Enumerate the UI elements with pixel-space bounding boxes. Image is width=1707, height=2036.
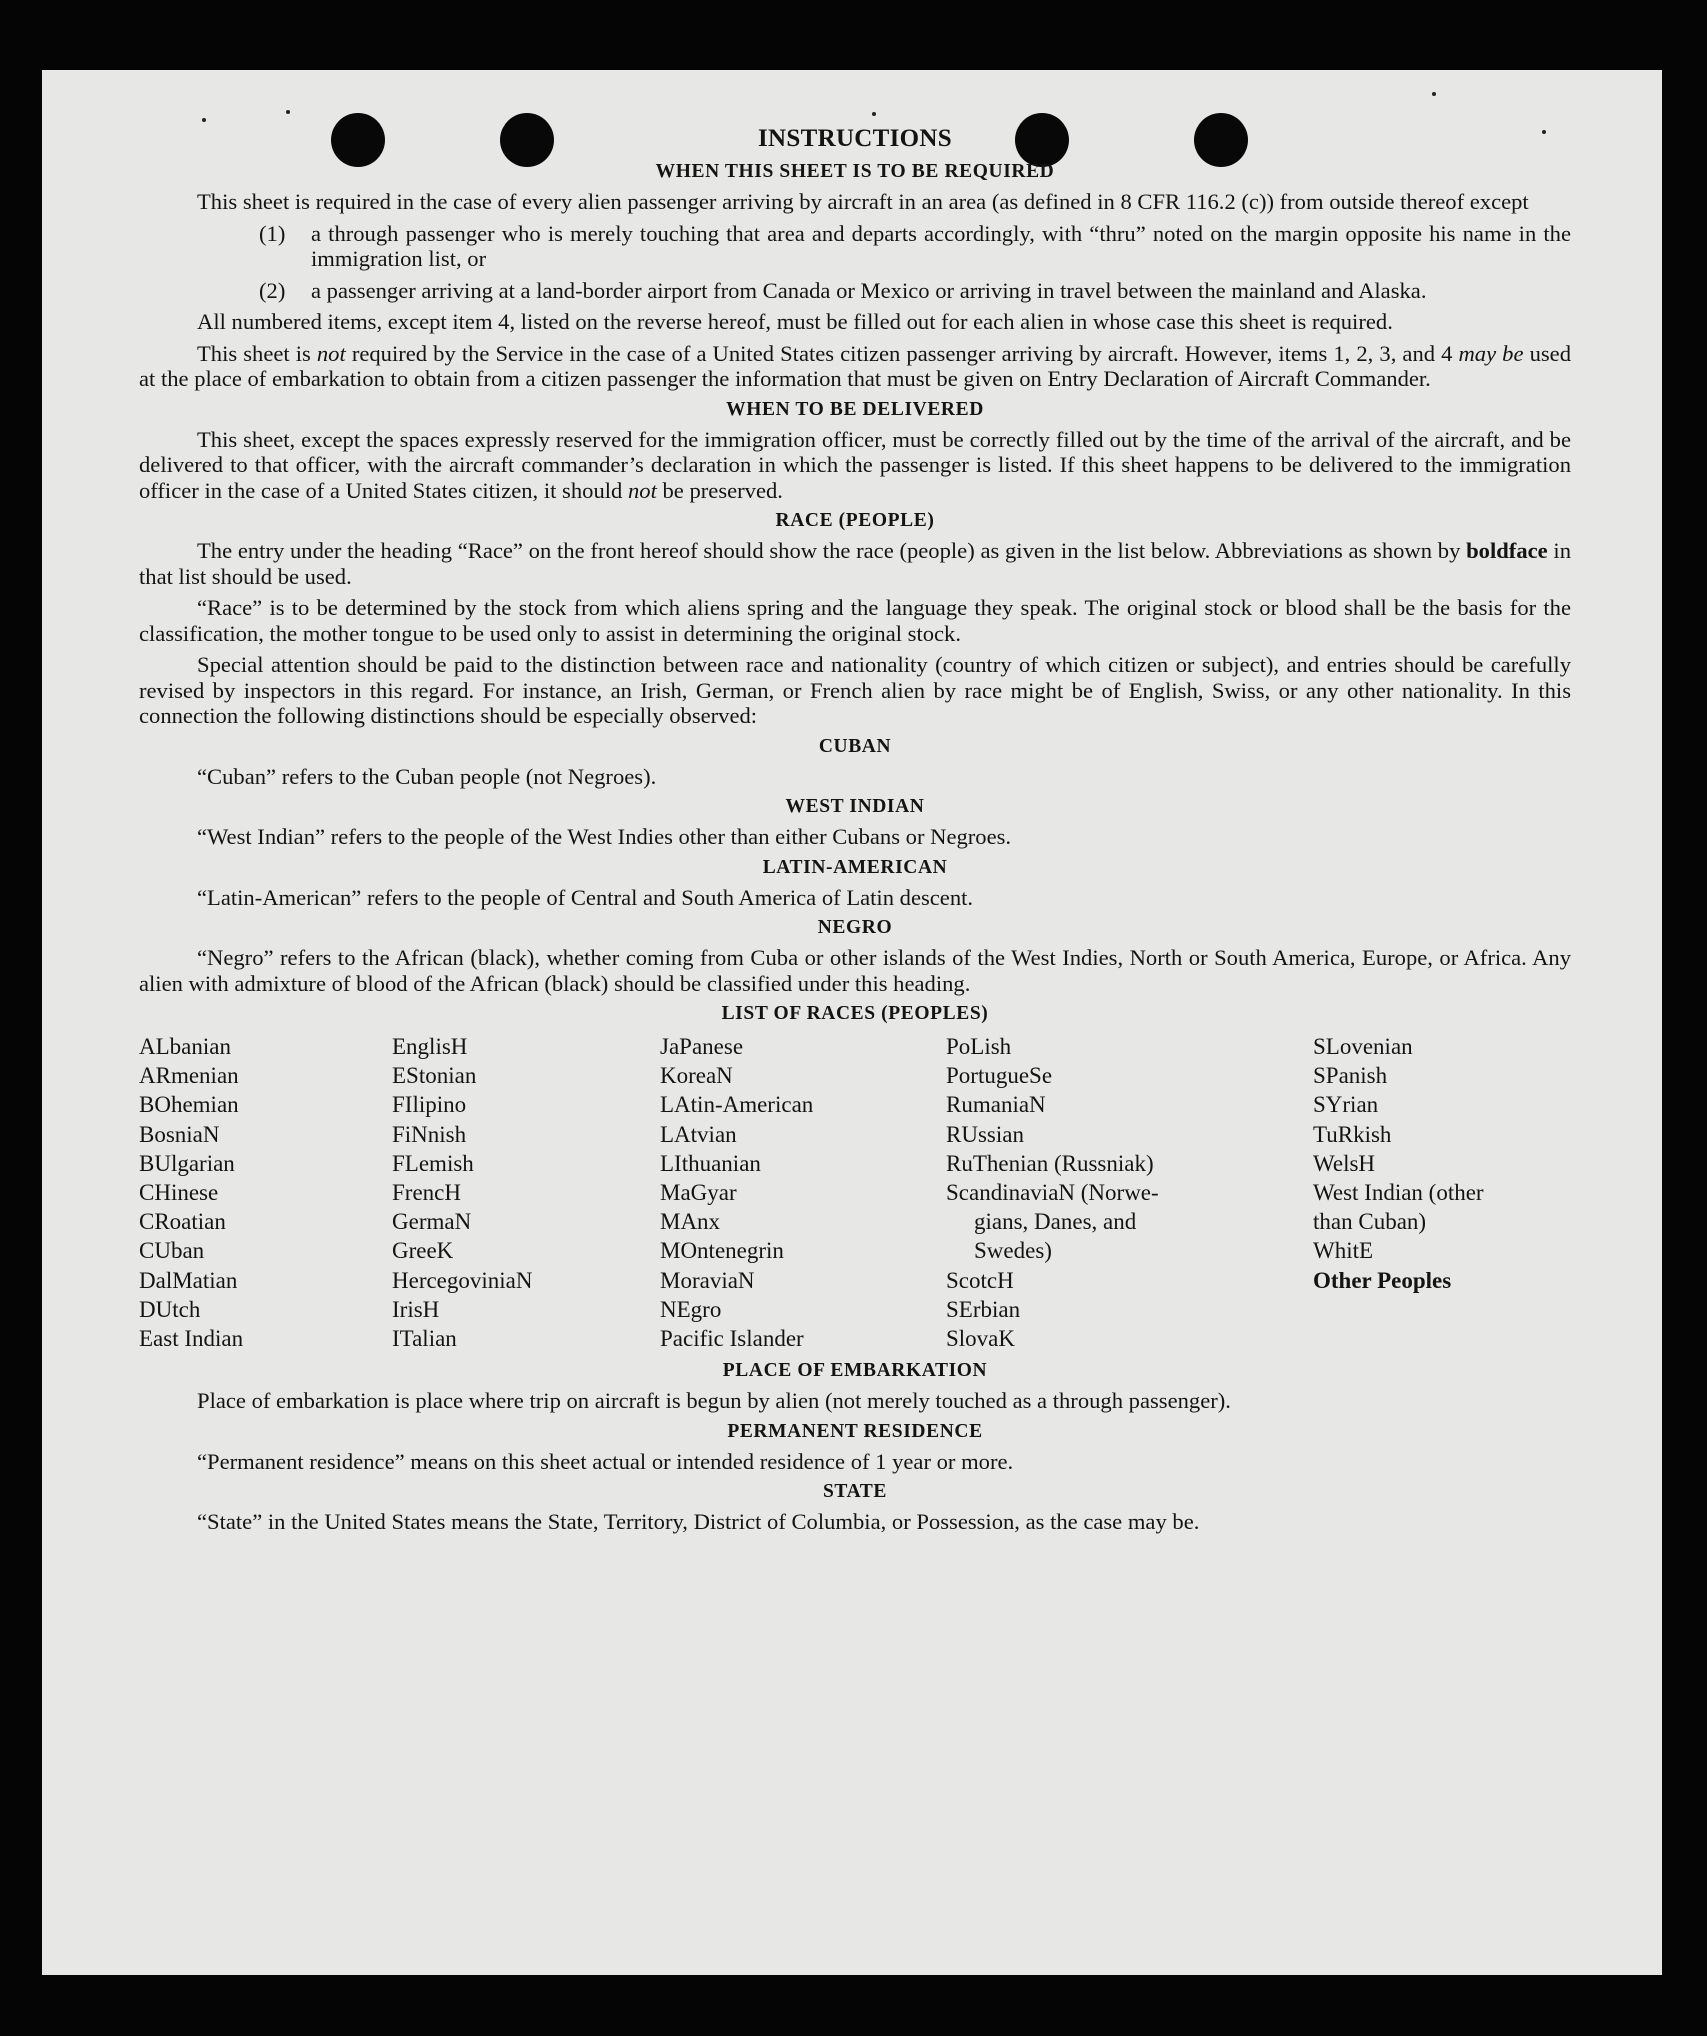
paragraph: “Latin-American” refers to the people of Central and South America of Latin descent. [197, 884, 974, 910]
paragraph: “State” in the United States means the State, Territory, District of Columbia, or Possession, as the case may be. [197, 1509, 1200, 1535]
race-entry: PoLish [946, 1034, 1012, 1059]
page-title: INSTRUCTIONS [758, 125, 952, 152]
list-item-number: (1) [259, 220, 286, 246]
heading-when-delivered: WHEN TO BE DELIVERED [726, 398, 984, 420]
list-item [139, 221, 1571, 272]
race-entry: ScandinaviaN (Norwe- [946, 1180, 1159, 1206]
race-entry: FrencH [392, 1180, 461, 1206]
race-entry: CRoatian [139, 1209, 226, 1235]
race-entry: BOhemian [139, 1092, 239, 1118]
races-column [1313, 1032, 1571, 1353]
race-entry: FIlipino [392, 1092, 467, 1118]
paragraph [139, 427, 1571, 504]
race-entry: MAnx [660, 1209, 721, 1235]
paragraph: “West Indian” refers to the people of the West Indies other than either Cubans or Negroes. [197, 824, 1012, 849]
race-entry: EnglisH [392, 1034, 468, 1059]
list-item-text: a through passenger who is merely touching that area and departs accordingly, with “thru” noted on the margin opposite his name in the immigration list, or [311, 220, 1571, 271]
race-entry: East Indian [139, 1326, 244, 1352]
list-item-text: a passenger arriving at a land-border airport from Canada or Mexico or arriving in travel between the mainland and Alaska. [311, 277, 1427, 303]
race-entry: than Cuban) [1313, 1209, 1427, 1235]
heading-permanent-residence: PERMANENT RESIDENCE [727, 1420, 983, 1442]
race-entry: ITalian [392, 1326, 457, 1352]
race-entry: GreeK [392, 1238, 454, 1264]
race-entry: Other Peoples [1313, 1267, 1452, 1293]
text-run: be preserved. [656, 477, 783, 503]
race-entry: SPanish [1313, 1063, 1388, 1089]
race-entry: BosniaN [139, 1121, 220, 1147]
race-entry: ALbanian [139, 1034, 231, 1059]
paragraph: “Cuban” refers to the Cuban people (not Negroes). [197, 763, 657, 789]
race-entry: BUlgarian [139, 1150, 235, 1176]
race-entry: SYrian [1313, 1092, 1379, 1118]
heading-cuban: CUBAN [818, 735, 892, 757]
race-entry: Swedes) [974, 1238, 1052, 1264]
speck [872, 112, 876, 116]
heading-negro: NEGRO [817, 917, 893, 938]
paragraph [139, 341, 1571, 392]
race-entry: CUban [139, 1238, 205, 1264]
race-entry: FiNnish [392, 1121, 467, 1147]
race-entry: MOntenegrin [660, 1238, 784, 1264]
race-entry: SLovenian [1313, 1034, 1413, 1059]
text-run: used at the place of embarkation to obtain from a citizen passenger the information that must be given on Entry Declaration of Aircraft Commander. [139, 340, 1571, 391]
document-sheet [42, 70, 1662, 1975]
race-entry: RuThenian (Russniak) [946, 1150, 1154, 1176]
race-entry: RumaniaN [946, 1092, 1046, 1118]
speck [202, 118, 206, 122]
text-run: The entry under the heading “Race” on the front hereof should show the race (people) as given in the list below. Abbreviations as shown by [197, 538, 1467, 563]
races-column [946, 1032, 1313, 1353]
race-entry: WhitE [1313, 1238, 1374, 1264]
race-entry: GermaN [392, 1209, 472, 1235]
text-run: required by the Service in the case of a United States citizen passenger arriving by aircraft. However, items 1, 2, 3, and 4 [345, 340, 1459, 366]
instructions-content [139, 124, 1571, 1541]
race-entry: LAtvian [660, 1121, 737, 1147]
race-entry: JaPanese [660, 1034, 744, 1059]
race-entry: DalMatian [139, 1267, 238, 1293]
races-column [139, 1032, 392, 1353]
paragraph: “Race” is to be determined by the stock from which aliens spring and the language they speak. The original stock or blood shall be the basis for the classification, the mother tongue to be used only to assist in determining the original stock. [139, 595, 1571, 646]
race-entry: LAtin-American [660, 1092, 814, 1118]
paragraph: “Negro” refers to the African (black), whether coming from Cuba or other islands of the West Indies, North or South America, Europe, or Africa. Any alien with admixture of blood of the African (black) should be classified under this heading. [139, 945, 1571, 996]
race-entry: NEgro [660, 1296, 722, 1322]
race-entry: ARmenian [139, 1063, 239, 1089]
paragraph [139, 538, 1571, 589]
paragraph: Place of embarkation is place where trip on aircraft is begun by alien (not merely touched as a through passenger). [197, 1388, 1231, 1414]
list-item-number: (2) [259, 277, 286, 303]
text-run: in that list should be used. [139, 538, 1571, 589]
heading-when-required: WHEN THIS SHEET IS TO BE REQUIRED [655, 161, 1055, 182]
paragraph: Special attention should be paid to the distinction between race and nationality (country of which citizen or subject), and entries should be carefully revised by inspectors in this regard. For instance, an Irish, German, or French alien by race might be of English, Swiss, or any other nationality. In this connection the following distinctions should be especially observed: [139, 652, 1571, 728]
race-entry: SlovaK [946, 1326, 1015, 1352]
emphasis: not [316, 340, 346, 366]
list-item [139, 278, 1571, 304]
races-column [660, 1032, 946, 1353]
heading-latin-american: LATIN-AMERICAN [762, 856, 948, 878]
race-entry: WelsH [1313, 1150, 1376, 1176]
speck [1432, 92, 1436, 96]
race-entry: TuRkish [1313, 1121, 1392, 1147]
race-entry: gians, Danes, and [974, 1209, 1137, 1235]
race-entry: IrisH [392, 1296, 440, 1322]
race-entry: MoraviaN [660, 1267, 755, 1293]
heading-embarkation: PLACE OF EMBARKATION [722, 1360, 988, 1382]
heading-list-of-races: LIST OF RACES (PEOPLES) [721, 1003, 989, 1024]
races-list [139, 1032, 1571, 1353]
paragraph: “Permanent residence” means on this sheet actual or intended residence of 1 year or more. [197, 1448, 1014, 1474]
races-column [392, 1032, 660, 1353]
paragraph: This sheet is required in the case of every alien passenger arriving by aircraft in an area (as defined in 8 CFR 116.2 (c)) from outside thereof except [197, 189, 1529, 214]
heading-state: STATE [822, 1481, 888, 1503]
race-entry: RUssian [946, 1121, 1024, 1147]
race-entry: FLemish [392, 1150, 474, 1176]
heading-west-indian: WEST INDIAN [785, 796, 925, 817]
race-entry: KoreaN [660, 1063, 733, 1089]
paragraph: All numbered items, except item 4, listed on the reverse hereof, must be filled out for each alien in whose case this sheet is required. [197, 309, 1393, 334]
race-entry: Pacific Islander [660, 1326, 804, 1352]
race-entry: West Indian (other [1313, 1180, 1484, 1206]
bold-text: boldface [1466, 538, 1548, 563]
race-entry: SErbian [946, 1296, 1021, 1322]
race-entry: LIthuanian [660, 1150, 761, 1176]
race-entry: MaGyar [660, 1180, 737, 1206]
emphasis: not [627, 477, 657, 503]
race-entry: CHinese [139, 1180, 219, 1206]
race-entry: ScotcH [946, 1267, 1014, 1293]
race-entry: HercegoviniaN [392, 1267, 533, 1293]
race-entry: PortugueSe [946, 1063, 1053, 1089]
race-entry: EStonian [392, 1063, 477, 1089]
text-run: This sheet, except the spaces expressly reserved for the immigration officer, must be correctly filled out by the time of the arrival of the aircraft, and be delivered to that officer, with the aircraft commander’s declaration in which the passenger is listed. If this sheet happens to be delivered to the immigration officer in the case of a United States citizen, it should [139, 426, 1571, 503]
race-entry: DUtch [139, 1296, 201, 1322]
speck [286, 110, 290, 114]
text-run: This sheet is [197, 340, 317, 366]
heading-race: RACE (PEOPLE) [775, 510, 935, 531]
emphasis: may be [1458, 340, 1524, 366]
